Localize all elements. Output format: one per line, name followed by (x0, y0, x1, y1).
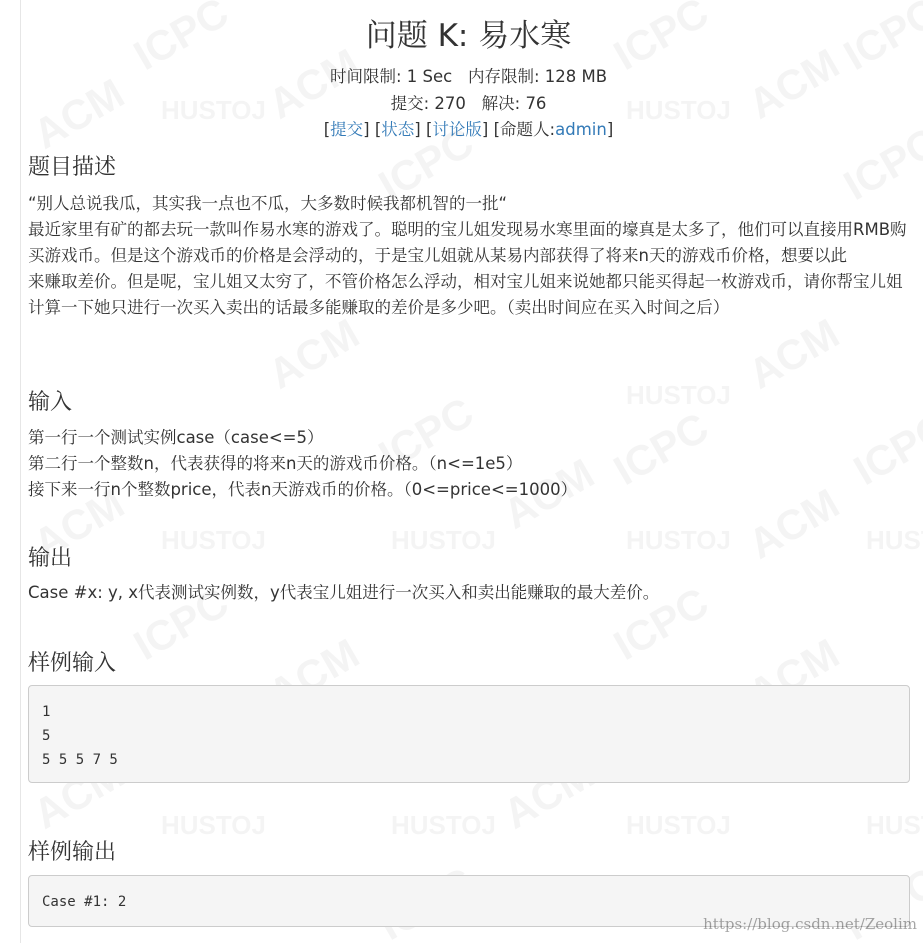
limits-line (20, 63, 923, 87)
status-link[interactable]: 状态 (381, 120, 415, 139)
input-content (28, 425, 908, 503)
watermark-text (626, 810, 731, 841)
input-line: 第一行一个测试实例case（case<=5） (28, 428, 324, 447)
description-content (28, 191, 908, 321)
solved-count: 76 (525, 94, 547, 113)
page-title: 问题 K: 易水寒 (365, 18, 572, 54)
problem-links: [提交] [状态] [讨论版] [命题人:admin] (323, 120, 614, 139)
output-content (28, 580, 908, 606)
sample-output-heading: 样例输出 (28, 840, 117, 865)
submit-count: 270 (434, 94, 466, 113)
watermark-text (391, 810, 496, 841)
sample-output-code: Case #1: 2 (28, 875, 910, 927)
watermark-text (391, 525, 496, 556)
input-heading: 输入 (28, 390, 73, 415)
description-heading: 题目描述 (28, 155, 117, 180)
watermark-text (866, 525, 923, 556)
sample-input-code: 1 5 5 5 5 7 5 (28, 685, 910, 783)
time-limit-label: 时间限制: (329, 67, 402, 86)
watermark-text (260, 309, 367, 398)
setter-link[interactable]: admin (555, 120, 607, 139)
watermark-text (626, 380, 731, 411)
watermark-url: https://blog.csdn.net/Zeolim (703, 915, 917, 933)
discuss-link[interactable]: 讨论版 (432, 120, 482, 139)
sample-input-heading: 样例输入 (28, 651, 117, 676)
memory-limit-value: 128 MB (544, 67, 608, 86)
stats-line (20, 90, 923, 114)
submit-count-label: 提交: (390, 94, 430, 113)
input-line: 接下来一行n个整数price，代表n天游戏币的价格。（0<=price<=1000） (28, 480, 578, 499)
problem-page (20, 0, 923, 943)
watermark-text (626, 525, 731, 556)
watermark-text (161, 525, 266, 556)
description-line: “别人总说我瓜，其实我一点也不瓜，大多数时候我都机智的一批“ (28, 194, 508, 213)
solved-count-label: 解决: (481, 94, 521, 113)
memory-limit-label: 内存限制: (467, 67, 540, 86)
watermark-text (740, 309, 847, 398)
output-line: Case #x: y, x代表测试实例数，y代表宝儿姐进行一次买入和卖出能赚取的最大差价。 (28, 583, 660, 602)
setter-label: 命题人: (500, 120, 556, 139)
output-heading: 输出 (28, 546, 73, 571)
watermark-text (866, 810, 923, 841)
description-line: 来赚取差价。但是呢，宝儿姐又太穷了，不管价格怎么浮动，相对宝儿姐来说她都只能买得起一枚游戏币，请你帮宝儿姐计算一下她只进行一次买入卖出的话最多能赚取的差价是多少吧。（卖出时间应在买入时间之后） (28, 272, 903, 317)
input-line: 第二行一个整数n，代表获得的将来n天的游戏币价格。（n<=1e5） (28, 454, 523, 473)
watermark-text (161, 810, 266, 841)
submit-link[interactable]: 提交 (330, 120, 364, 139)
description-line: 最近家里有矿的都去玩一款叫作易水寒的游戏了。聪明的宝儿姐发现易水寒里面的壕真是太多了，他们可以直接用RMB购买游戏币。但是这个游戏币的价格是会浮动的，于是宝儿姐就从某易内部获得了将来n天的游戏币价格，想要以此 (28, 220, 907, 265)
time-limit-value: 1 Sec (406, 67, 453, 86)
